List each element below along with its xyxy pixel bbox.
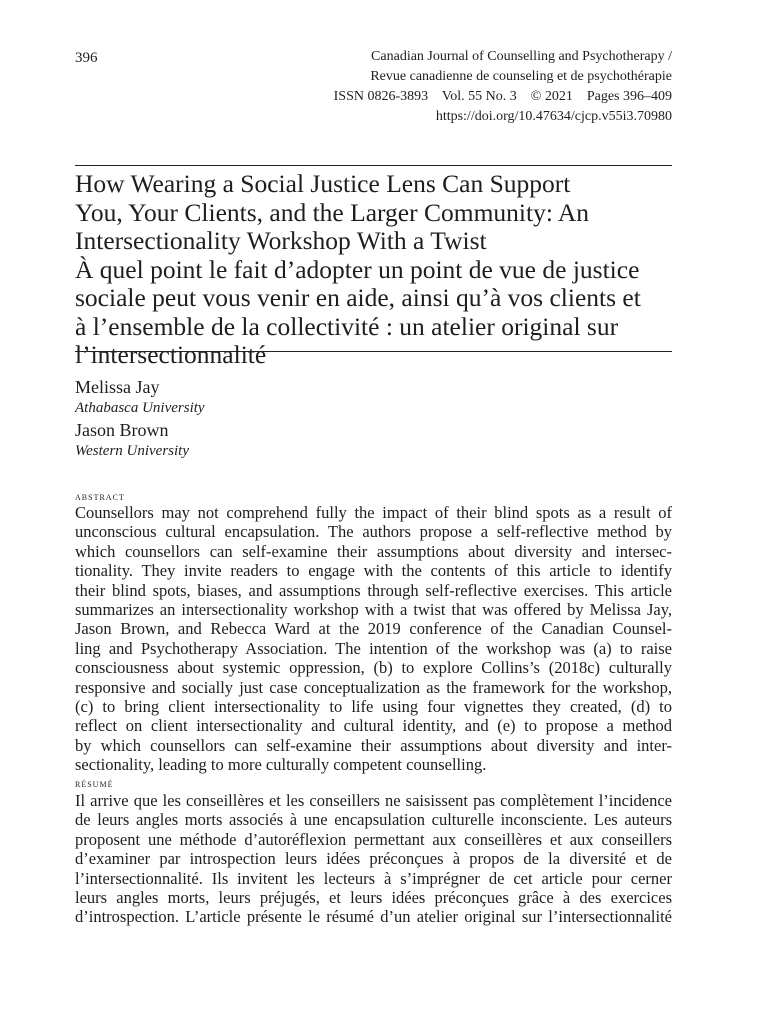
author-name: Jason Brown — [75, 420, 169, 440]
abstract-line: tionality. They invite readers to engage with the contents of this article to identify — [75, 561, 672, 581]
resume-text — [75, 791, 672, 927]
abstract-line: sectionality, leading to more culturally competent counselling. — [75, 755, 487, 775]
abstract-line: summarizes an intersectionality workshop with a twist that was offered by Melissa Jay, — [75, 600, 672, 620]
title-line: How Wearing a Social Justice Lens Can Support — [75, 169, 571, 198]
resume-line: proposent une méthode d’autoréflexion permettant aux conseillères et aux conseillers — [75, 829, 672, 849]
author-affiliation: Western University — [75, 443, 190, 459]
journal-title-english: Canadian Journal of Counselling and Psychotherapy / — [371, 49, 672, 64]
page-number: 396 — [75, 50, 98, 66]
article-title — [75, 170, 675, 370]
abstract-line: consciousness about systemic oppression, (b) to explore Collins’s (2018c) culturally — [75, 658, 672, 678]
author-name: Melissa Jay — [75, 377, 160, 397]
abstract-line: their blind spots, biases, and assumptions through self-reflective exercises. This article — [75, 580, 672, 600]
title-line: You, Your Clients, and the Larger Community: An — [75, 197, 590, 227]
title-line: Intersectionality Workshop With a Twist — [75, 226, 487, 255]
abstract-line: Counsellors may not comprehend fully the impact of their blind spots as a result of — [75, 503, 672, 522]
title-line: sociale peut vous venir en aide, ainsi qu’à vos clients et — [75, 283, 641, 312]
title-line: à l’ensemble de la collectivité : un atelier original sur — [75, 311, 619, 341]
doi-link[interactable]: https://doi.org/10.47634/cjcp.v55i3.70980 — [435, 109, 672, 124]
journal-header — [334, 47, 672, 127]
abstract-text — [75, 503, 672, 775]
resume-line: l’intersectionnalité. Ils invitent les lecteurs à s’imprégner de cet article pour cerner — [75, 868, 672, 888]
issn-volume-line: ISSN 0826-3893 Vol. 55 No. 3 © 2021 Pages 396–409 — [333, 89, 672, 104]
title-line: l’intersectionnalité — [75, 340, 267, 369]
abstract-line: (c) to bring client intersectionality to life using four vignettes they created, (d) to — [75, 697, 672, 717]
abstract-line: unconscious cultural encapsulation. The authors propose a self-reflective method by — [75, 522, 672, 542]
title-line: À quel point le fait d’adopter un point de vue de justice — [75, 254, 640, 284]
resume-line: de leurs angles morts associés à une encapsulation culturelle inconsciente. Les auteurs — [75, 810, 672, 830]
abstract-line: which counsellors can self-examine their assumptions about diversity and intersec- — [75, 541, 672, 561]
author-affiliation: Athabasca University — [75, 400, 205, 416]
abstract-line: by which counsellors can self-examine their assumptions about diversity and inter- — [75, 735, 672, 755]
resume-line: Il arrive que les conseillères et les conseillers ne saisissent pas complètement l’incidence — [75, 791, 672, 810]
title-top-rule — [75, 165, 672, 166]
resume-label: résumé — [75, 776, 114, 790]
abstract-line: Jason Brown, and Rebecca Ward at the 2019 conference of the Canadian Counsel- — [75, 619, 672, 639]
journal-title-french: Revue canadienne de counseling et de psychothérapie — [370, 69, 672, 84]
title-bottom-rule — [75, 351, 672, 352]
abstract-line: responsive and socially just case conceptualization as the framework for the workshop, — [75, 677, 672, 697]
resume-line: d’introspection. L’article présente le résumé d’un atelier original sur l’intersectionnalité — [75, 907, 672, 927]
resume-line: d’examiner par introspection leurs idées préconçues à propos de la diversité et de — [75, 849, 672, 869]
resume-line: leurs angles morts, leurs préjugés, et leurs idées préconçues grâce à des exercices — [75, 888, 672, 908]
abstract-label: abstract — [75, 489, 125, 503]
abstract-line: reflect on client intersectionality and cultural identity, and (e) to propose a method — [75, 716, 672, 736]
abstract-line: ling and Psychotherapy Association. The intention of the workshop was (a) to raise — [75, 638, 672, 658]
